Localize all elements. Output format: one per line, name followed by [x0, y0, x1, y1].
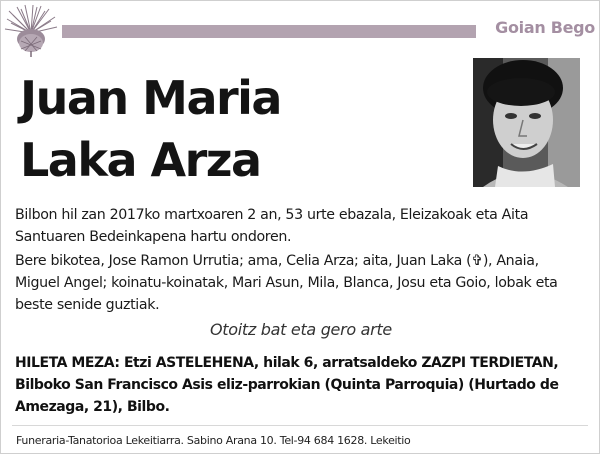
- prayer-line: Otoitz bat eta gero arte: [210, 320, 392, 339]
- name-second-line: Laka Arza: [20, 133, 261, 187]
- portrait-photo: [473, 58, 580, 187]
- family-paragraph: Bere bikotea, Jose Ramon Urrutia; ama, Celia Arza; aita, Juan Laka (✞), Anaia, Miguel Angel; koinatu-koinatak, Mari Asun, Mila, Blanca, Josu eta Goio, lobak eta beste senide guztiak.: [15, 253, 558, 313]
- brand-title: Goian Bego: [495, 18, 595, 37]
- funeral-home-info: Funeraria-Tanatorioa Lekeitiarra. Sabino Arana 10. Tel-94 684 1628. Lekeitio: [16, 434, 411, 447]
- thistle-flower-icon: [3, 3, 59, 57]
- deceased-name: [20, 67, 460, 191]
- funeral-mass-details: HILETA MEZA: Etzi ASTELEHENA, hilak 6, arratsaldeko ZAZPI TERDIETAN, Bilboko San Francisco Asis eliz-parrokian (Quinta Parroquia) (Hurtado de Amezaga, 21), Bilbo.: [15, 355, 559, 415]
- header-bar: [62, 25, 476, 38]
- death-notice-paragraph: Bilbon hil zan 2017ko martxoaren 2 an, 53 urte ebazala, Eleizakoak eta Aita Santuaren Bedeinkapena hartu ondoren.: [15, 207, 529, 245]
- footer-divider: [12, 425, 588, 426]
- name-first-line: Juan Maria: [20, 71, 281, 125]
